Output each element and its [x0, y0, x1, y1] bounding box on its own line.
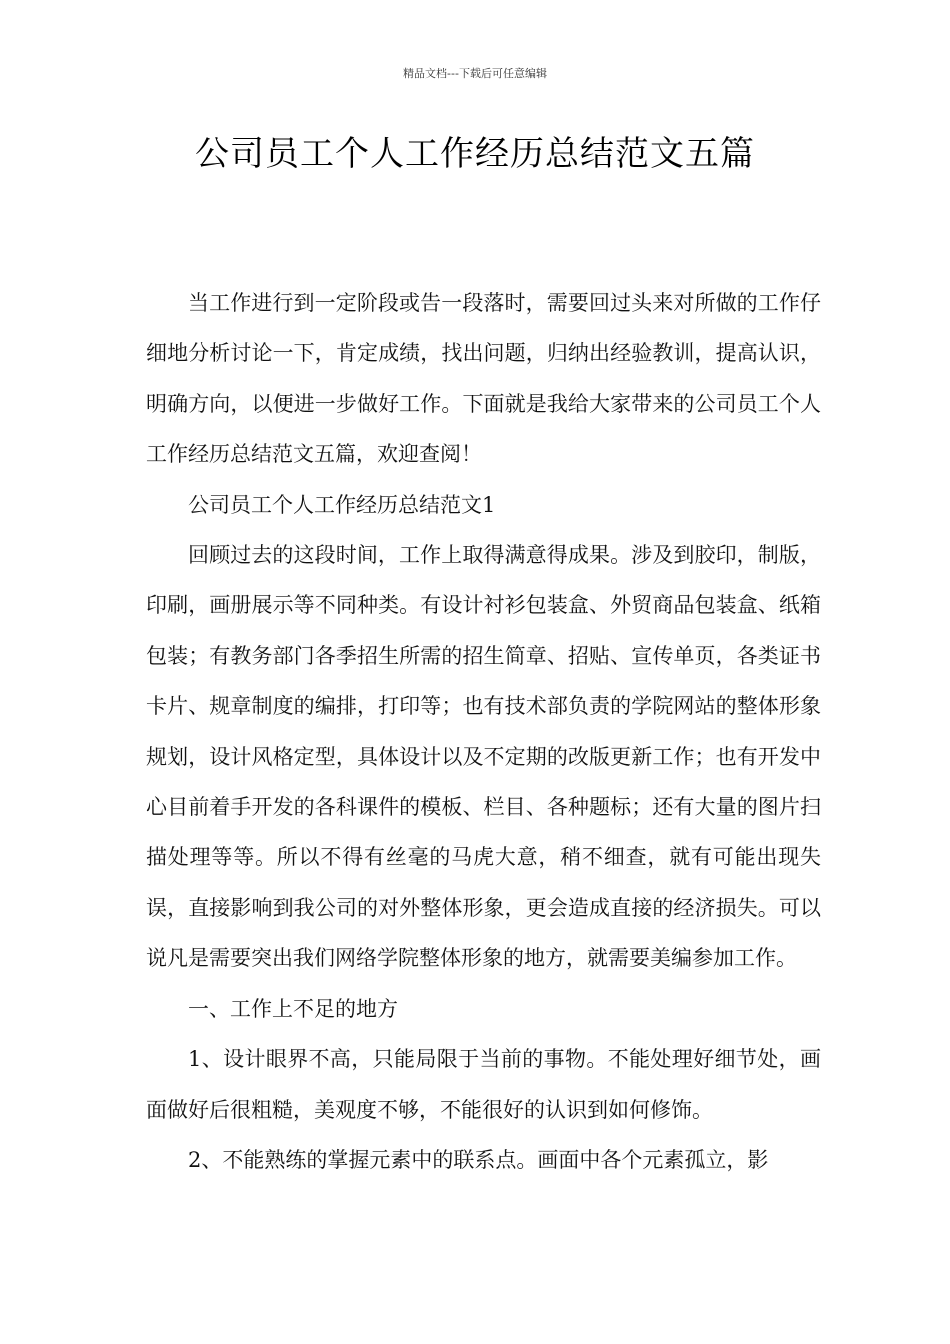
subsection-heading: 一、工作上不足的地方	[188, 996, 398, 1021]
list-item-2: 2、不能熟练的掌握元素中的联系点。画面中各个元素孤立，影	[188, 1147, 769, 1172]
header-note: 精品文档---下载后可任意编辑	[403, 67, 547, 80]
document-body	[146, 278, 821, 1185]
list-item-1: 1、设计眼界不高，只能局限于当前的事物。不能处理好细节处，画面做好后很粗糙，美观度不够，不能很好的认识到如何修饰。	[146, 1047, 821, 1122]
section-heading-1: 公司员工个人工作经历总结范文1	[188, 492, 496, 517]
body-paragraph: 回顾过去的这段时间，工作上取得满意得成果。涉及到胶印，制版，印刷，画册展示等不同种类。有设计衬衫包装盒、外贸商品包装盒、纸箱包装；有教务部门各季招生所需的招生简章、招贴、宣传单页，各类证书卡片、规章制度的编排，打印等；也有技术部负责的学院网站的整体形象规划，设计风格定型，具体设计以及不定期的改版更新工作；也有开发中心目前着手开发的各科课件的模板、栏目、各种题标；还有大量的图片扫描处理等等。所以不得有丝毫的马虎大意，稍不细查，就有可能出现失误，直接影响到我公司的对外整体形象，更会造成直接的经济损失。可以说凡是需要突出我们网络学院整体形象的地方，就需要美编参加工作。	[146, 543, 821, 971]
intro-paragraph: 当工作进行到一定阶段或告一段落时，需要回过头来对所做的工作仔细地分析讨论一下，肯定成绩，找出问题，归纳出经验教训，提高认识，明确方向，以便进一步做好工作。下面就是我给大家带来的公司员工个人工作经历总结范文五篇，欢迎查阅！	[146, 291, 821, 467]
document-title: 公司员工个人工作经历总结范文五篇	[195, 134, 755, 174]
